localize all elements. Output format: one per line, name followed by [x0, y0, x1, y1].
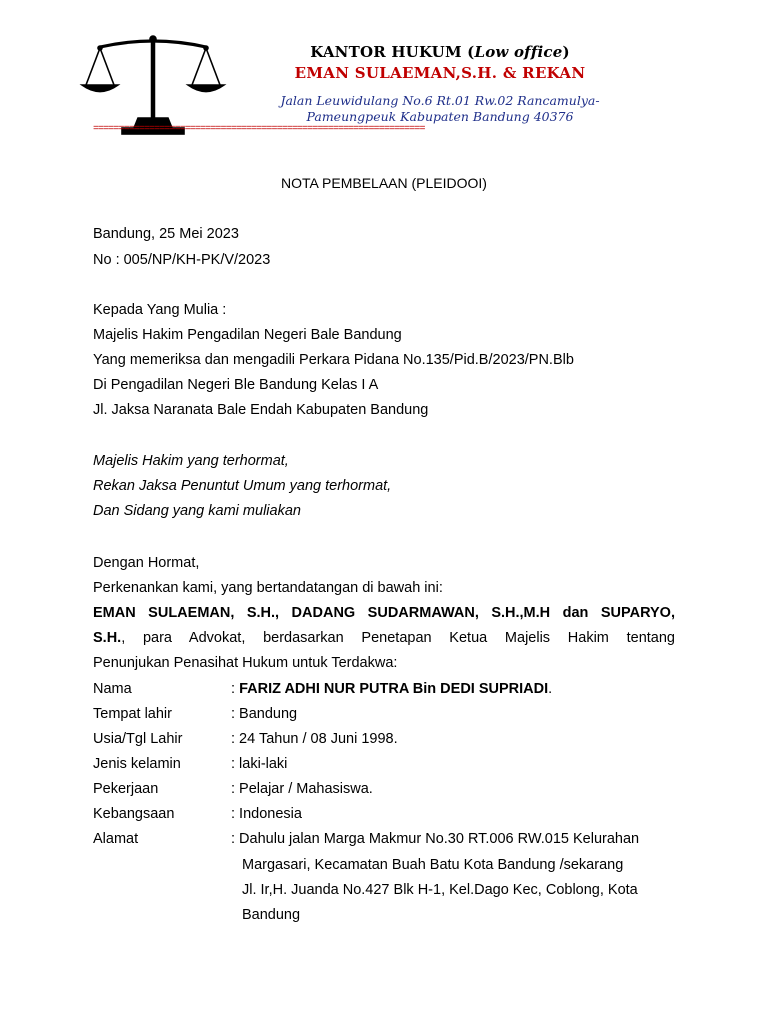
firm-address: Jalan Leuwidulang No.6 Rt.01 Rw.02 Rancamulya- Pameungpeuk Kabupaten Bandung 40376: [280, 93, 600, 124]
office-title: KANTOR HUKUM (Low office): [310, 43, 570, 61]
letterhead-divider: =================================================================: [93, 124, 425, 135]
field-value-alamat: Jl. Ir,H. Juanda No.427 Blk H-1, Kel.Dago Kec, Coblong, Kota: [242, 882, 638, 898]
document-title: NOTA PEMBELAAN (PLEIDOOI): [281, 175, 487, 191]
field-value-pekerjaan: : Pelajar / Mahasiswa.: [231, 781, 373, 797]
field-value-alamat: Bandung: [242, 907, 301, 923]
document-date: Bandung, 25 Mei 2023: [93, 226, 239, 242]
field-label-alamat: Alamat: [93, 831, 139, 847]
recipient-line: Jl. Jaksa Naranata Bale Endah Kabupaten Bandung: [93, 402, 429, 418]
firm-name: EMAN SULAEMAN,S.H. & REKAN: [294, 64, 586, 82]
recipient-line: Majelis Hakim Pengadilan Negeri Bale Bandung: [93, 327, 402, 343]
field-value-nama: : FARIZ ADHI NUR PUTRA Bin DEDI SUPRIADI.: [231, 681, 553, 697]
field-label-usia: Usia/Tgl Lahir: [93, 731, 183, 747]
intro-text: Perkenankan kami, yang bertandatangan di bawah ini:: [93, 580, 443, 596]
field-label-kebangsaan: Kebangsaan: [93, 806, 175, 822]
advocates-line: S.H., para Advokat, berdasarkan Penetapan Ketua Majelis Hakim tentang: [93, 630, 675, 646]
recipient-line: Kepada Yang Mulia :: [93, 302, 227, 318]
advocates-line: EMAN SULAEMAN, S.H., DADANG SUDARMAWAN, S.H.,M.H dan SUPARYO,: [93, 605, 675, 621]
field-label-pekerjaan: Pekerjaan: [93, 781, 159, 797]
field-value-alamat: Margasari, Kecamatan Buah Batu Kota Bandung /sekarang: [242, 857, 624, 873]
field-value-jenis-kelamin: : laki-laki: [231, 756, 288, 772]
greeting: Dengan Hormat,: [93, 555, 200, 571]
recipient-line: Di Pengadilan Negeri Ble Bandung Kelas I A: [93, 377, 379, 393]
salutation-line: Rekan Jaksa Penuntut Umum yang terhormat,: [93, 478, 392, 494]
field-value-kebangsaan: : Indonesia: [231, 806, 302, 822]
field-value-usia: : 24 Tahun / 08 Juni 1998.: [231, 731, 398, 747]
field-label-nama: Nama: [93, 681, 132, 697]
field-label-jenis-kelamin: Jenis kelamin: [93, 756, 181, 772]
salutation-line: Dan Sidang yang kami muliakan: [93, 503, 301, 519]
field-label-tempat-lahir: Tempat lahir: [93, 706, 172, 722]
salutation-line: Majelis Hakim yang terhormat,: [93, 453, 289, 469]
field-value-tempat-lahir: : Bandung: [231, 706, 298, 722]
advocates-line: Penunjukan Penasihat Hukum untuk Terdakwa:: [93, 655, 398, 671]
field-value-alamat: : Dahulu jalan Marga Makmur No.30 RT.006 RW.015 Kelurahan: [231, 831, 640, 847]
recipient-line: Yang memeriksa dan mengadili Perkara Pidana No.135/Pid.B/2023/PN.Blb: [93, 352, 574, 368]
document-number: No : 005/NP/KH-PK/V/2023: [93, 252, 271, 268]
